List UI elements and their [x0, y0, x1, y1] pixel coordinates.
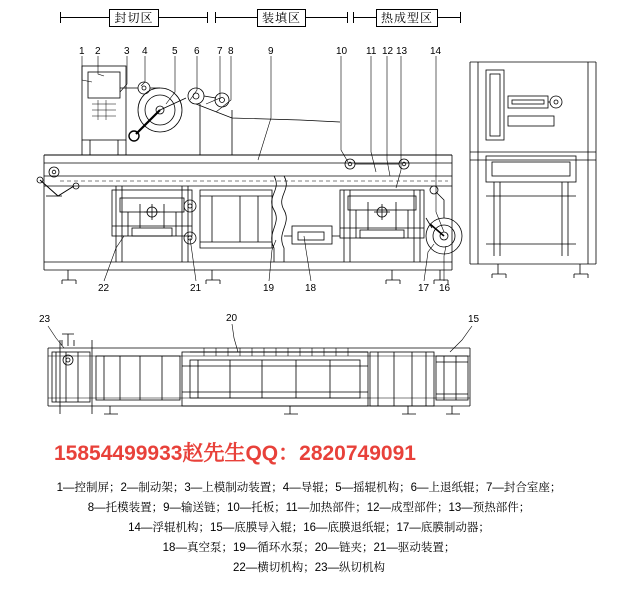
- zone-label-sealing-text: 封切区: [109, 9, 158, 27]
- callout-18: 18: [305, 283, 317, 294]
- callout-11: 11: [366, 46, 377, 57]
- zone-label-filling-text: 装填区: [257, 9, 306, 27]
- callout-8: 8: [228, 46, 234, 57]
- leader-lines-bottom: [104, 236, 446, 281]
- callout-16: 16: [439, 283, 451, 294]
- callout-2: 2: [95, 46, 101, 57]
- callout-5: 5: [172, 46, 178, 57]
- watermark-text: 15854499933赵先生QQ：2820749091: [54, 442, 416, 465]
- callout-22: 22: [98, 283, 110, 294]
- callout-12: 12: [382, 46, 394, 57]
- callout-17: 17: [418, 283, 430, 294]
- callout-20: 20: [226, 313, 238, 324]
- legend-line-3: 14—浮辊机构；15—底膜导入辊；16—底膜退纸辊；17—底膜制动器；: [128, 522, 490, 534]
- callout-23: 23: [39, 314, 51, 325]
- callout-14: 14: [430, 46, 442, 57]
- callout-3: 3: [124, 46, 130, 57]
- leader-lines-top: [82, 56, 444, 232]
- callout-9: 9: [268, 46, 274, 57]
- callout-4: 4: [142, 46, 148, 57]
- legend-line-4: 18—真空泵；19—循环水泵；20—链夹；21—驱动装置；: [162, 542, 456, 554]
- legend-line-2: 8—托模装置；9—输送链；10—托板；11—加热部件；12—成型部件；13—预热部件；: [87, 502, 531, 514]
- callout-13: 13: [396, 46, 408, 57]
- callout-15: 15: [468, 314, 480, 325]
- callout-6: 6: [194, 46, 200, 57]
- callout-19: 19: [263, 283, 275, 294]
- callout-1: 1: [79, 46, 85, 57]
- callout-21: 21: [190, 283, 202, 294]
- legend-line-5: 22—横切机构；23—纵切机构: [232, 562, 386, 574]
- zone-label-thermoforming-text: 热成型区: [376, 9, 438, 27]
- legend-block: [0, 478, 618, 578]
- callout-10: 10: [336, 46, 348, 57]
- legend-line-1: 1—控制屏；2—制动架；3—上模制动装置；4—导辊；5—摇辊机构；6—上退纸辊；7—封合室座；: [56, 482, 562, 494]
- callout-7: 7: [217, 46, 223, 57]
